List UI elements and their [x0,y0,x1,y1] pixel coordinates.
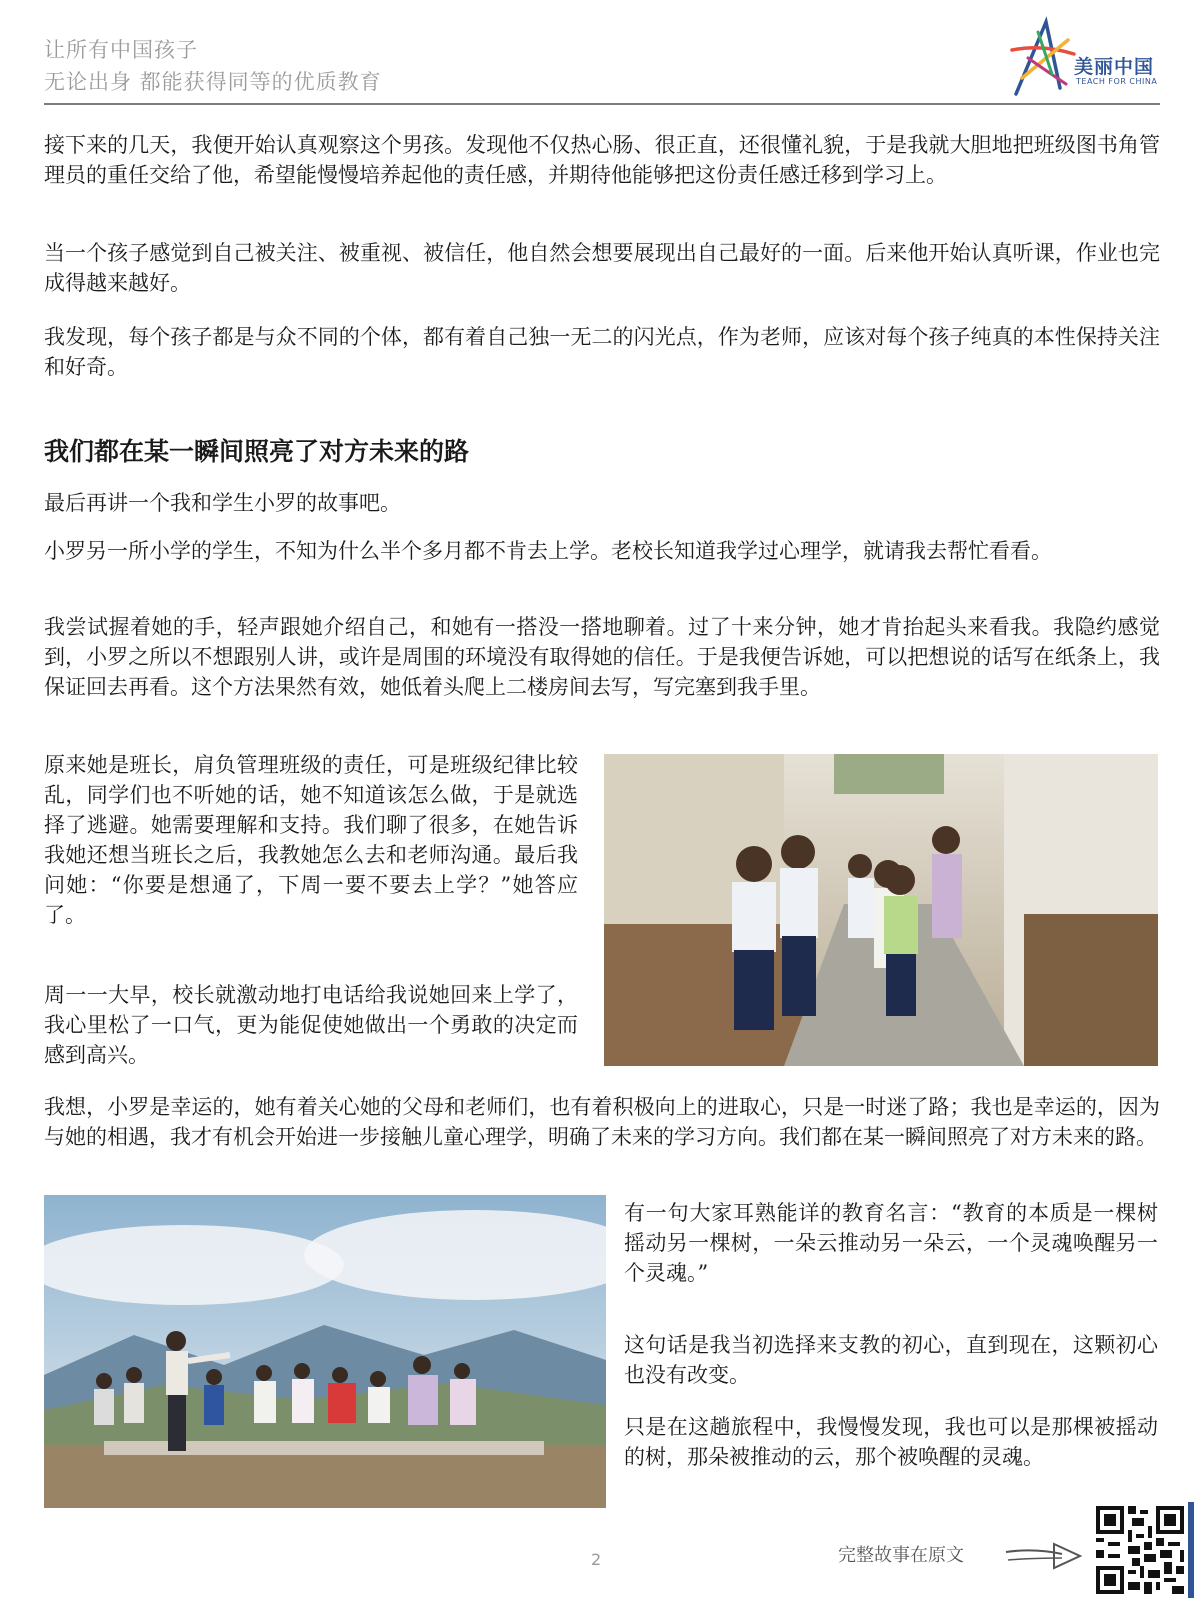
header-divider [44,103,1160,105]
paragraph-4: 最后再讲一个我和学生小罗的故事吧。 [44,491,401,515]
logo-english-name: TEACH FOR CHINA [1076,77,1158,86]
teach-for-china-logo [1008,14,1168,100]
header-tagline [44,34,382,98]
paragraph-7: 原来她是班长，肩负管理班级的责任，可是班级纪律比较乱，同学们也不听她的话，她不知道该怎么做，于是就选择了逃避。她需要理解和支持。我们聊了很多，在她告诉我她还想当班长之后，我教她怎么去和老师沟通。最后我问她：“你要是想通了，下周一要不要去上学？”她答应了。 [44,753,578,927]
paragraph-6: 我尝试握着她的手，轻声跟她介绍自己，和她有一搭没一搭地聊着。过了十来分钟，她才肯抬起头来看我。我隐约感觉到，小罗之所以不想跟别人讲，或许是周围的环境没有取得她的信任。于是我便告诉她，可以把想说的话写在纸条上，我保证回去再看。这个方法果然有效，她低着头爬上二楼房间去写，写完塞到我手里。 [44,615,1160,699]
tagline-line-1: 让所有中国孩子 [44,38,198,62]
page-number: 2 [591,1550,602,1569]
footer-note: 完整故事在原文 [838,1545,964,1566]
qr-code[interactable] [1092,1502,1188,1598]
photo-children-alley [604,754,1158,1066]
paragraph-2: 当一个孩子感觉到自己被关注、被重视、被信任，他自然会想要展现出自己最好的一面。后来他开始认真听课，作业也完成得越来越好。 [44,241,1160,295]
tagline-line-2: 无论出身 都能获得同等的优质教育 [44,70,382,94]
qr-accent-bar [1188,1502,1194,1598]
section-heading: 我们都在某一瞬间照亮了对方未来的路 [44,437,470,466]
paragraph-8: 周一一大早，校长就激动地打电话给我说她回来上学了，我心里松了一口气，更为能促使她做出一个勇敢的决定而感到高兴。 [44,983,578,1067]
paragraph-3: 我发现，每个孩子都是与众不同的个体，都有着自己独一无二的闪光点，作为老师，应该对每个孩子纯真的本性保持关注和好奇。 [44,325,1160,379]
star-logo-icon [1008,14,1078,100]
photo-hillside-group [44,1195,606,1508]
arrow-right-icon [1004,1538,1084,1572]
paragraph-12: 只是在这趟旅程中，我慢慢发现，我也可以是那棵被摇动的树，那朵被推动的云，那个被唤醒的灵魂。 [624,1415,1158,1469]
paragraph-1: 接下来的几天，我便开始认真观察这个男孩。发现他不仅热心肠、很正直，还很懂礼貌，于是我就大胆地把班级图书角管理员的重任交给了他，希望能慢慢培养起他的责任感，并期待他能够把这份责任感迁移到学习上。 [44,133,1160,187]
qr-code-icon [1092,1502,1188,1598]
logo-chinese-name: 美丽中国 [1074,56,1155,78]
paragraph-11: 这句话是我当初选择来支教的初心，直到现在，这颗初心也没有改变。 [624,1333,1158,1387]
paragraph-5: 小罗另一所小学的学生，不知为什么半个多月都不肯去上学。老校长知道我学过心理学，就请我去帮忙看看。 [44,539,1052,563]
paragraph-9: 我想，小罗是幸运的，她有着关心她的父母和老师们，也有着积极向上的进取心，只是一时迷了路；我也是幸运的，因为与她的相遇，我才有机会开始进一步接触儿童心理学，明确了未来的学习方向。我们都在某一瞬间照亮了对方未来的路。 [44,1095,1160,1149]
paragraph-10: 有一句大家耳熟能详的教育名言：“教育的本质是一棵树摇动另一棵树，一朵云推动另一朵云，一个灵魂唤醒另一个灵魂。” [624,1201,1158,1285]
